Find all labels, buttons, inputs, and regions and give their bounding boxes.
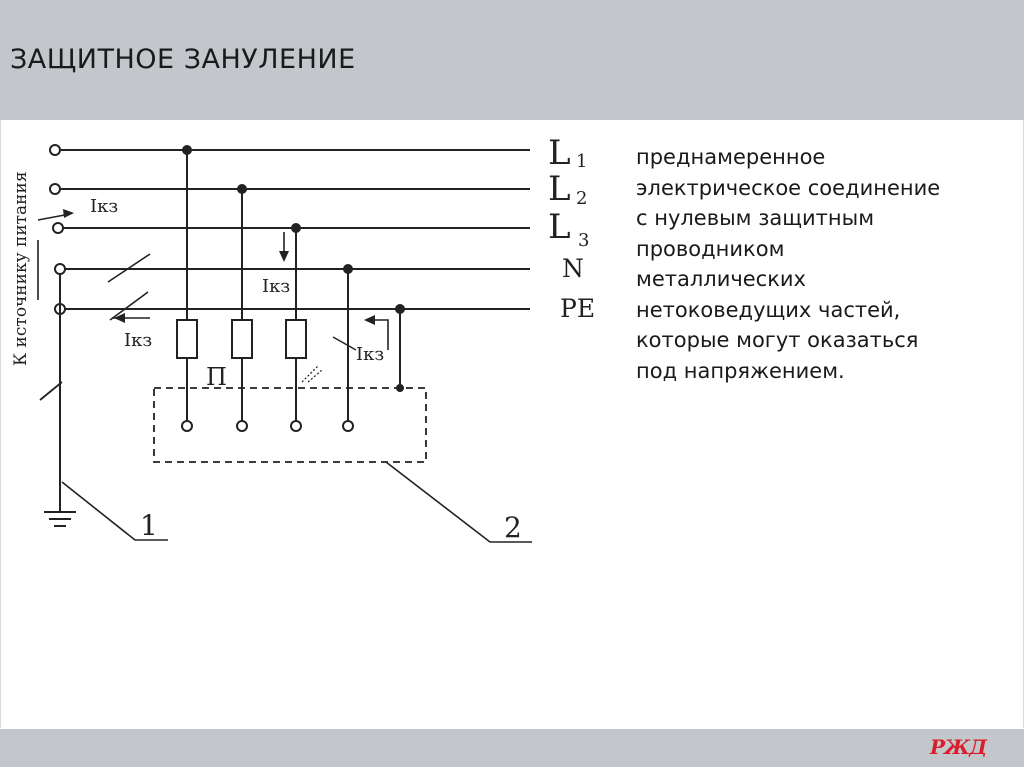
label-ikz-bottom: Iкз — [124, 330, 153, 351]
terminal-l2 — [50, 184, 60, 194]
svg-text:L: L — [548, 207, 571, 247]
label-ikz-middle: Iкз — [262, 276, 291, 297]
svg-text:L: L — [548, 133, 571, 173]
definition-line: которые могут оказаться — [636, 328, 919, 352]
terminal-l3 — [53, 223, 63, 233]
header-band — [0, 0, 1024, 120]
label-ikz-body: Iкз — [356, 344, 385, 365]
callout-1: 1 — [140, 509, 158, 542]
ground-symbol — [44, 512, 76, 526]
definition-line: электрическое соединение — [636, 175, 941, 200]
terminal-l1 — [50, 145, 60, 155]
fuse-l2 — [232, 320, 252, 358]
callout-2: 2 — [504, 511, 522, 544]
definition-line: преднамеренное — [636, 145, 826, 169]
label-l2 — [548, 169, 587, 209]
definition-line: под напряжением. — [636, 358, 845, 383]
fuse-l1 — [177, 320, 197, 358]
svg-text:2: 2 — [576, 188, 588, 209]
label-device: П — [206, 363, 227, 391]
label-l1 — [548, 133, 587, 173]
label-n: N — [562, 254, 584, 283]
equipment-enclosure — [154, 388, 426, 462]
label-power-source: К источнику питания — [11, 171, 31, 366]
label-l3 — [548, 207, 589, 251]
footer-band — [0, 729, 1024, 767]
protective-grounding-diagram — [0, 120, 620, 580]
fuse-l3 — [286, 320, 306, 358]
label-ikz-top: Iкз — [90, 196, 119, 217]
svg-text:L: L — [548, 169, 571, 209]
svg-text:1: 1 — [576, 151, 588, 172]
label-pe: PE — [560, 294, 596, 323]
definition-text — [636, 142, 1006, 386]
slide-title: ЗАЩИТНОЕ ЗАНУЛЕНИЕ — [10, 44, 356, 75]
definition-line: с нулевым защитным — [636, 206, 875, 230]
rzd-logo: РЖД — [929, 735, 986, 759]
svg-text:3: 3 — [578, 230, 590, 251]
definition-line: нетоковедущих частей, — [636, 297, 901, 322]
terminal-n — [55, 264, 65, 274]
definition-line: металлических — [636, 267, 806, 291]
definition-line: проводником — [636, 236, 785, 261]
